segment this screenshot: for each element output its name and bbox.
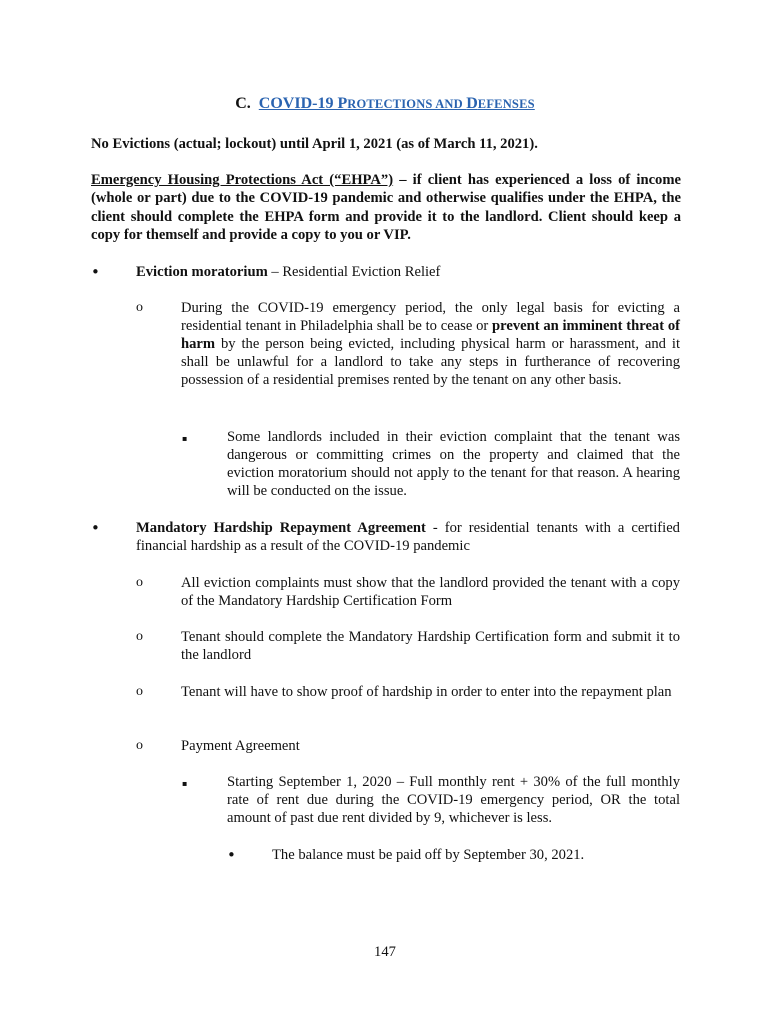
hardship-rest: - for residential tenants with a certified financial hardship as a result of the COVID-19 pandemic	[136, 520, 680, 554]
page-number: 147	[374, 944, 396, 960]
no-evictions-notice: No Evictions (actual; lockout) until April 1, 2021 (as of March 11, 2021).	[91, 136, 538, 152]
square-marker: ▪	[182, 779, 188, 788]
list-item: Tenant should complete the Mandatory Hardship Certification form and submit it to the landlord	[181, 629, 680, 663]
list-item: All eviction complaints must show that the landlord provided the tenant with a copy of the Mandatory Hardship Certification Form	[181, 575, 680, 609]
payment-detail: Starting September 1, 2020 – Full monthly rent + 30% of the full monthly rate of rent due during the COVID-19 emergency period, OR the total amount of past due rent divided by 9, whichever is less.	[227, 774, 680, 826]
hardship-bullet	[136, 519, 680, 555]
list-item: Tenant will have to show proof of hardship in order to enter into the repayment plan	[181, 684, 672, 700]
balance-note: The balance must be paid off by September 30, 2021.	[272, 847, 585, 863]
square-marker: ▪	[182, 434, 188, 443]
circle-marker: o	[136, 738, 143, 753]
bullet-marker: •	[91, 263, 100, 281]
moratorium-rest: – Residential Eviction Relief	[267, 264, 441, 280]
circle-marker: o	[136, 300, 143, 315]
section-prefix: C.	[235, 95, 251, 112]
circle-marker: o	[136, 684, 143, 699]
list-item: Payment Agreement	[181, 738, 300, 754]
hardship-title: Mandatory Hardship Repayment Agreement	[136, 520, 426, 536]
moratorium-bullet	[136, 263, 681, 281]
circle-marker: o	[136, 575, 143, 590]
section-heading	[0, 95, 770, 113]
circle-marker: o	[136, 629, 143, 644]
moratorium-note: Some landlords included in their eviction complaint that the tenant was dangerous or committing crimes on the property and claimed that the eviction moratorium should not apply to the tenant for that reason. A hearing will be conducted on the issue.	[227, 429, 680, 499]
ehpa-paragraph	[91, 171, 681, 244]
bullet-marker: •	[91, 519, 100, 537]
section-title-link[interactable]: COVID-19 PROTECTIONS AND DEFENSES	[258, 95, 535, 112]
moratorium-detail: During the COVID-19 emergency period, the only legal basis for evicting a residential tenant in Philadelphia shall be to cease or prevent an imminent threat of harm by the person being evicted, including physical harm or harassment, and it shall be unlawful for a landlord to take any steps in furtherance of recovering possession of a residential premises rented by the tenant on any other basis.	[181, 300, 680, 388]
moratorium-title: Eviction moratorium	[136, 264, 268, 280]
ehpa-title: Emergency Housing Protections Act (“EHPA”)	[91, 172, 394, 188]
ehpa-body: – if client has experienced a loss of income (whole or part) due to the COVID-19 pandemic and otherwise qualifies under the EHPA, the client should complete the EHPA form and provide it to the landlord. Client should keep a copy for themself and provide a copy to you or VIP.	[91, 172, 681, 243]
bullet-marker: •	[227, 846, 236, 864]
